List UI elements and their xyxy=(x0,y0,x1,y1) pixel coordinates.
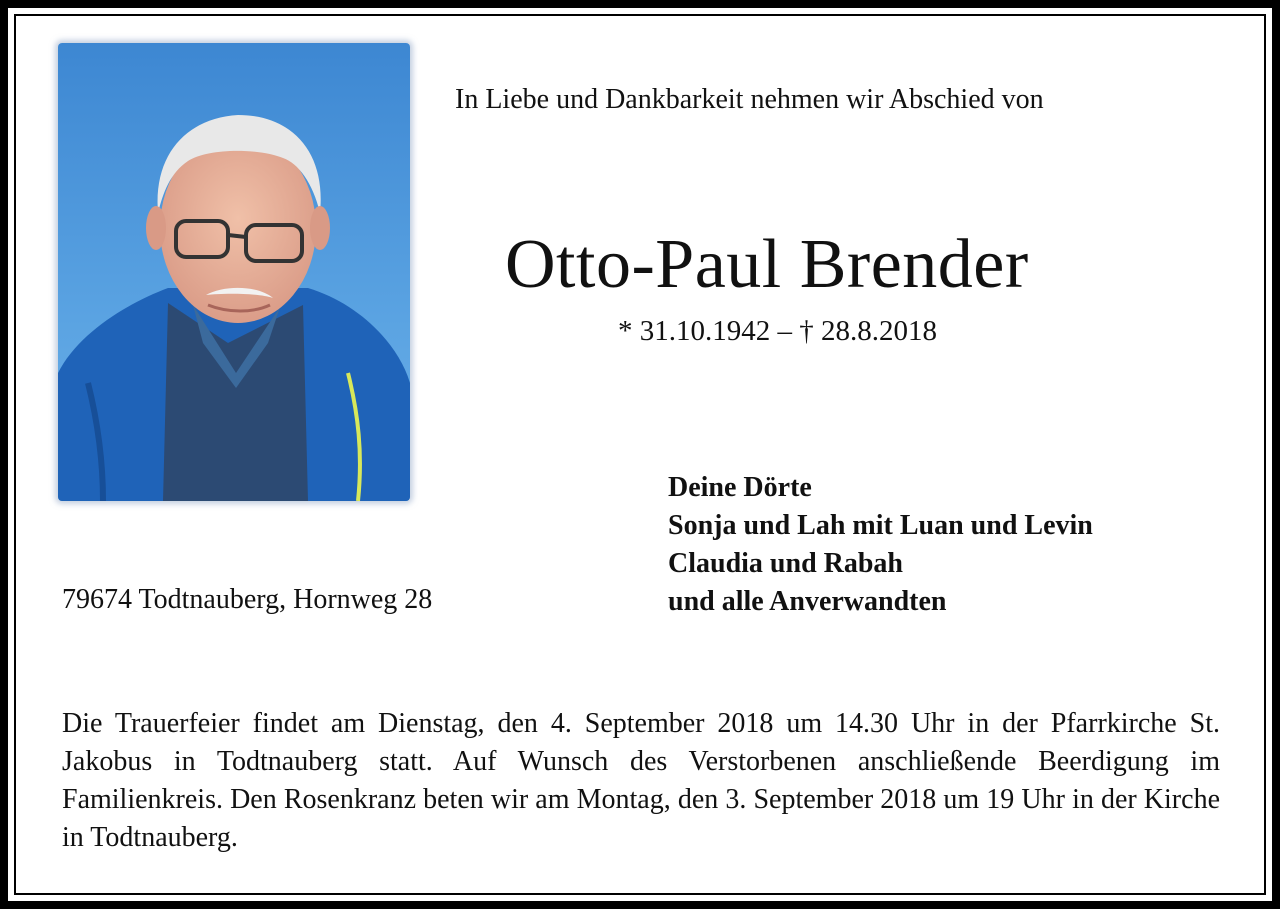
life-dates: * 31.10.1942 – † 28.8.2018 xyxy=(618,315,937,347)
portrait-photo xyxy=(58,43,410,501)
mourners-list xyxy=(668,469,1093,621)
deceased-name: Otto-Paul Brender xyxy=(505,226,1029,303)
mourner-line: Deine Dörte xyxy=(668,472,812,503)
mourner-line: und alle Anverwandten xyxy=(668,586,947,617)
funeral-notice: Die Trauerfeier findet am Dienstag, den 4. September 2018 um 14.30 Uhr in der Pfarrkirche St. Jakobus in Todtnauberg statt. Auf Wunsch des Verstorbenen anschließende Beerdigung im Familienkreis. Den Rosenkranz beten wir am Montag, den 3. September 2018 um 19 Uhr in der Kirche in Todtnauberg. xyxy=(62,708,1220,853)
intro-line: In Liebe und Dankbarkeit nehmen wir Abschied von xyxy=(455,84,1044,115)
mourner-line: Sonja und Lah mit Luan und Levin xyxy=(668,510,1093,541)
mourner-line: Claudia und Rabah xyxy=(668,548,904,579)
address: 79674 Todtnauberg, Hornweg 28 xyxy=(62,584,433,615)
